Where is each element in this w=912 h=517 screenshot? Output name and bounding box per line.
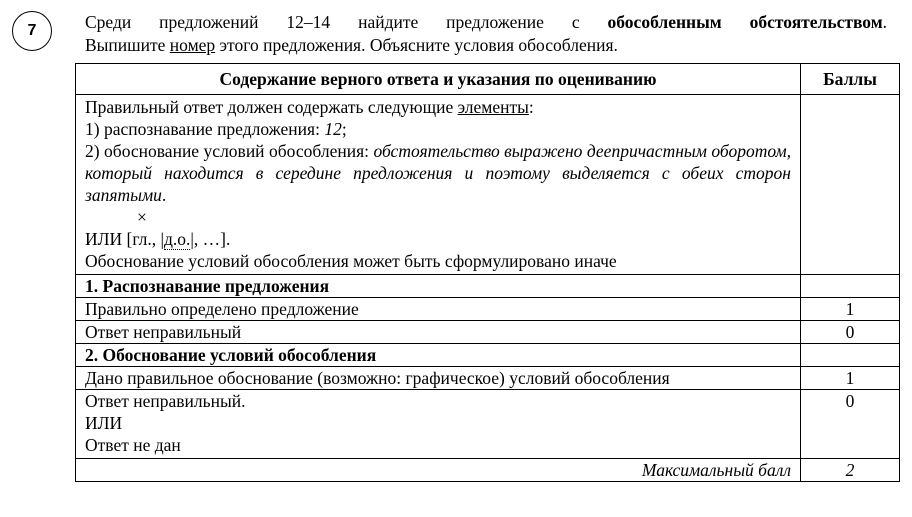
table-row: [76, 321, 900, 344]
answer-item-1: [85, 118, 791, 140]
section1-score-empty: [801, 275, 900, 298]
max-score-value: 2: [801, 459, 900, 482]
header-row: [76, 64, 900, 95]
item1-value: 12: [324, 119, 342, 139]
header-content: Содержание верного ответа и указания по оцениванию: [76, 64, 801, 95]
task-bold-term: обособленным обстоятельством: [607, 12, 883, 32]
row-text-multi: [76, 390, 801, 459]
answer-note: Обоснование условий обособления может быть сформулировано иначе: [85, 251, 617, 271]
row-line-2: ИЛИ: [85, 413, 123, 433]
item2-label: 2) обоснование условий обособления:: [85, 141, 374, 161]
item2-end: .: [161, 185, 167, 205]
max-score-label: Максимальный балл: [76, 459, 801, 482]
answer-intro-end: :: [528, 97, 534, 117]
row-score: 1: [801, 298, 900, 321]
or-scheme-end: |, …].: [190, 229, 231, 249]
section1-row: [76, 275, 900, 298]
section2-title: 2. Обоснование условий обособления: [76, 344, 801, 367]
task-number-badge: [12, 11, 52, 51]
row-line-1: Ответ неправильный.: [85, 391, 246, 411]
row-score: 1: [801, 367, 900, 390]
answer-row: [76, 95, 900, 275]
max-score-row: [76, 459, 900, 482]
task-line-2: [85, 34, 887, 57]
answer-content: [76, 95, 801, 275]
row-text: Ответ неправильный: [76, 321, 801, 344]
task-text-4: этого предложения. Объясните условия обособления.: [215, 35, 618, 55]
task-text-2: .: [882, 12, 888, 32]
grading-table: [75, 63, 900, 482]
row-score: 0: [801, 321, 900, 344]
task-underlined-term: номер: [169, 35, 216, 55]
table-row: [76, 298, 900, 321]
task-text-1: Среди предложений 12–14 найдите предложение с: [85, 12, 608, 32]
task-statement: [85, 11, 887, 57]
task-line-1: [85, 11, 887, 34]
answer-intro-text: Правильный ответ должен содержать следующие: [85, 97, 458, 117]
row-text: Дано правильное обоснование (возможно: графическое) условий обособления: [76, 367, 801, 390]
answer-score-empty: [801, 95, 900, 275]
or-scheme-start: ИЛИ [гл., |: [85, 229, 164, 249]
table-row: [76, 390, 900, 459]
item1-label: 1) распознавание предложения:: [85, 119, 325, 139]
section2-row: [76, 344, 900, 367]
row-text: Правильно определено предложение: [76, 298, 801, 321]
section1-title: 1. Распознавание предложения: [76, 275, 801, 298]
task-number: 7: [27, 22, 37, 39]
table-row: [76, 367, 900, 390]
answer-or-scheme: [85, 228, 791, 250]
row-score: 0: [801, 390, 900, 459]
header-score: Баллы: [801, 64, 900, 95]
section2-score-empty: [801, 344, 900, 367]
answer-item-2: [85, 140, 791, 206]
row-line-3: Ответ не дан: [85, 435, 181, 455]
answer-intro: [85, 96, 791, 118]
item2-value: обстоятельство выражено деепричастным оборотом, который находится в середине предложения и поэтому выделяется с обеих сторон запятыми: [85, 141, 791, 205]
or-scheme-dotted: д.о.: [164, 229, 191, 249]
answer-intro-underlined: элементы: [457, 97, 529, 117]
task-text-3: Выпишите: [85, 35, 170, 55]
cross-mark: ×: [137, 207, 147, 227]
item1-end: ;: [341, 119, 347, 139]
